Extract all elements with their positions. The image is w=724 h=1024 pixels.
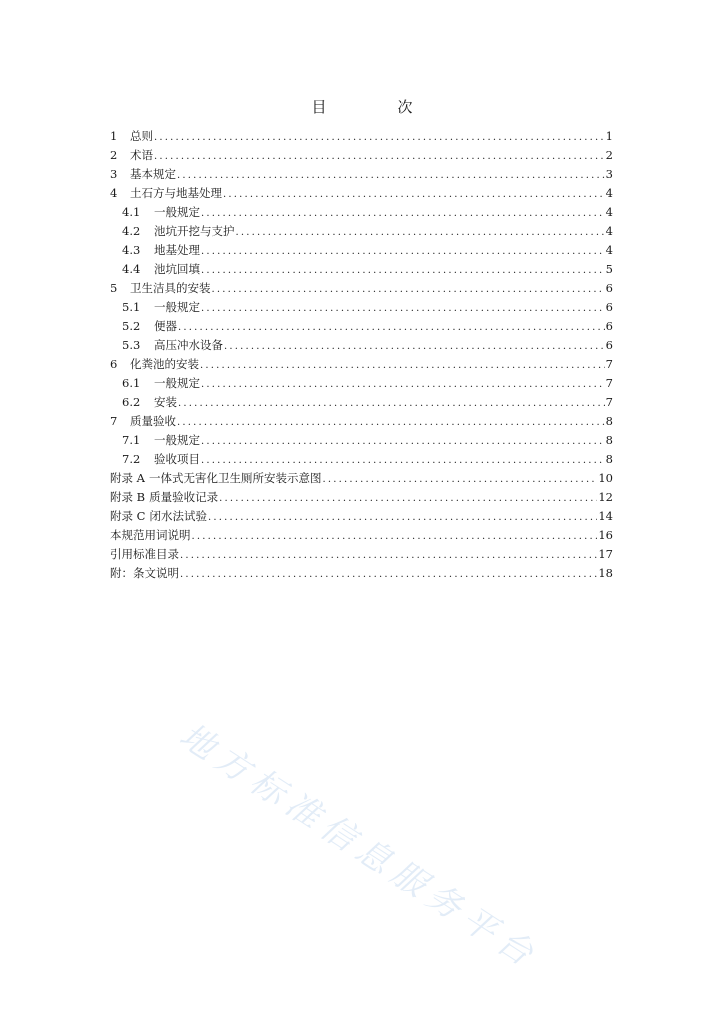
watermark: 地方标准信息服务平台 [172,715,547,978]
toc-entry-page: 14 [598,509,613,523]
toc-entry-number: 3 [110,167,118,181]
toc-entry-title: 便器 [154,319,177,333]
toc-entry-page: 8 [605,414,613,428]
toc-entry-title: 一般规定 [154,433,200,447]
toc-entry-page: 8 [605,433,613,447]
toc-entry-page: 16 [598,528,613,542]
toc-entry[interactable] [110,469,613,488]
toc-entry[interactable] [110,507,613,526]
toc-leader-dots [201,375,605,394]
toc-entry-title: 地基处理 [154,243,200,257]
toc-entry-page: 5 [605,262,613,276]
toc-entry[interactable] [110,222,613,241]
toc-entry[interactable] [110,545,613,564]
toc-entry-title: 安装 [154,395,177,409]
toc-entry-page: 6 [605,319,613,333]
toc-entry-title: 一体式无害化卫生厕所安装示意图 [148,471,322,485]
toc-entry-title: 池坑开挖与支护 [154,224,235,238]
toc-entry-page: 8 [605,452,613,466]
toc-entry-title: 质量验收记录 [149,490,219,504]
toc-entry-title: 化粪池的安装 [130,357,199,371]
toc-entry-number: 7.2 [122,452,141,466]
toc-entry-number: 7 [110,414,118,428]
toc-entry-number: 1 [110,129,118,143]
toc-entry-page: 17 [598,547,613,561]
toc-entry-number: 附录 A [110,471,145,485]
toc-leader-dots [180,546,597,565]
toc-entry[interactable] [110,336,613,355]
toc-leader-dots [154,147,605,166]
toc-entry[interactable] [110,412,613,431]
toc-entry[interactable] [110,393,613,412]
toc-entry-title: 一般规定 [154,376,200,390]
toc-entry-page: 7 [605,376,613,390]
toc-entry-page: 6 [605,338,613,352]
toc-entry-number: 6.1 [122,376,141,390]
toc-entry-title: 土石方与地基处理 [130,186,222,200]
toc-entry[interactable] [110,431,613,450]
toc-entry-title: 闭水法试验 [149,509,207,523]
toc-entry-number: 6 [110,357,118,371]
toc-leader-dots [223,185,605,204]
toc-entry-number: 5 [110,281,118,295]
toc-entry-page: 10 [598,471,613,485]
toc-entry-page: 4 [605,224,613,238]
toc-leader-dots [178,394,605,413]
toc-entry[interactable] [110,564,613,583]
toc-entry[interactable] [110,450,613,469]
toc-entry[interactable] [110,374,613,393]
toc-entry-title: 池坑回填 [154,262,200,276]
toc-entry[interactable] [110,279,613,298]
toc-entry[interactable] [110,241,613,260]
toc-entry-title: 高压冲水设备 [154,338,223,352]
toc-entry-page: 18 [598,566,613,580]
toc-entry-number: 4.3 [122,243,141,257]
toc-leader-dots [154,128,605,147]
toc-entry-number: 4.2 [122,224,141,238]
toc-entry-title: 验收项目 [154,452,200,466]
toc-entry[interactable] [110,355,613,374]
toc-entry-number: 2 [110,148,118,162]
toc-entry-page: 6 [605,300,613,314]
toc-entry-page: 2 [605,148,613,162]
toc-entry-title: 引用标准目录 [110,547,179,561]
toc-entry[interactable] [110,317,613,336]
toc-leader-dots [178,318,605,337]
toc-leader-dots [224,337,605,356]
toc-entry[interactable] [110,165,613,184]
toc-entry[interactable] [110,526,613,545]
toc-entry-number: 4 [110,186,118,200]
toc-leader-dots [201,432,605,451]
toc-entry[interactable] [110,184,613,203]
toc-leader-dots [201,451,605,470]
toc-leader-dots [177,413,605,432]
toc-leader-dots [219,489,597,508]
toc-entry-page: 7 [605,357,613,371]
toc-entry[interactable] [110,127,613,146]
toc-entry-page: 4 [605,243,613,257]
toc-entry-title: 本规范用词说明 [110,528,191,542]
toc-entry-page: 6 [605,281,613,295]
toc-entry-number: 5.1 [122,300,141,314]
toc-entry-title: 基本规定 [130,167,176,181]
toc-leader-dots [201,261,605,280]
toc-leader-dots [177,166,605,185]
table-of-contents [110,127,613,583]
toc-entry-page: 12 [598,490,613,504]
toc-entry-number: 4.4 [122,262,141,276]
toc-entry-title: 质量验收 [130,414,176,428]
toc-entry-number: 5.2 [122,319,141,333]
toc-entry-title: 总则 [130,129,153,143]
toc-entry-title: 一般规定 [154,205,200,219]
toc-entry-page: 4 [605,205,613,219]
toc-entry-number: 附录 B [110,490,146,504]
toc-entry-title: 一般规定 [154,300,200,314]
toc-entry-page: 4 [605,186,613,200]
toc-entry-number: 6.2 [122,395,141,409]
toc-leader-dots [236,223,605,242]
toc-entry[interactable] [110,203,613,222]
toc-leader-dots [212,280,605,299]
toc-leader-dots [192,527,598,546]
toc-leader-dots [201,204,605,223]
toc-entry-number: 4.1 [122,205,141,219]
toc-entry-number: 附录 C [110,509,146,523]
toc-entry[interactable] [110,488,613,507]
toc-leader-dots [201,242,605,261]
toc-entry-page: 1 [605,129,613,143]
toc-leader-dots [322,470,597,489]
toc-entry[interactable] [110,298,613,317]
toc-entry-number: 7.1 [122,433,141,447]
toc-leader-dots [200,356,605,375]
toc-entry-number: 5.3 [122,338,141,352]
toc-entry-title: 附：条文说明 [110,566,179,580]
toc-entry-title: 术语 [130,148,153,162]
toc-leader-dots [180,565,597,584]
toc-leader-dots [208,508,597,527]
toc-leader-dots [201,299,605,318]
toc-entry[interactable] [110,260,613,279]
toc-entry-page: 7 [605,395,613,409]
toc-title: 目 次 [311,98,441,116]
toc-entry-page: 3 [605,167,613,181]
toc-entry[interactable] [110,146,613,165]
toc-entry-title: 卫生洁具的安装 [130,281,211,295]
